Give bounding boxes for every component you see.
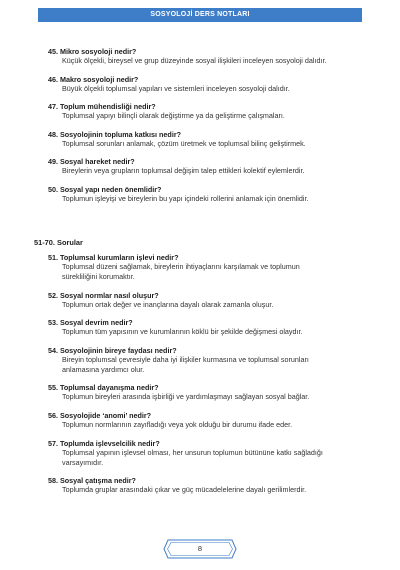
question-number: 47. <box>48 102 58 112</box>
question-number: 50. <box>48 184 58 194</box>
question-text: Makro sosyoloji nedir? <box>60 74 139 84</box>
answer-line: varsayımıdır. <box>62 457 104 467</box>
question-number: 54. <box>48 345 58 355</box>
question <box>48 253 373 262</box>
answer-line: Bireylerin veya grupların toplumsal değişim talep ettikleri kolektif eylemlerdir. <box>62 166 305 176</box>
question-list-45-50 <box>48 47 373 213</box>
page-header: SOSYOLOJİ DERS NOTLARI <box>38 8 362 22</box>
answer-line: Toplumda gruplar arasındaki çıkar ve güç mücadelelerine dayalı gerilimlerdir. <box>62 485 307 495</box>
question-text: Toplum mühendisliği nedir? <box>60 102 156 112</box>
answer-line: Toplumun normlarının zayıfladığı veya yok olduğu bir durumu ifade eder. <box>62 419 293 429</box>
qa-item <box>48 383 373 402</box>
qa-item <box>48 47 373 66</box>
qa-item <box>48 157 373 176</box>
answer-line: sürekliliğini korumaktır. <box>62 272 135 281</box>
question-text: Sosyal çatışma nedir? <box>60 476 136 486</box>
question-number: 55. <box>48 383 58 393</box>
question-number: 45. <box>48 47 58 56</box>
question-number: 49. <box>48 157 58 167</box>
question-text: Sosyolojinin bireye faydası nedir? <box>60 345 177 355</box>
question-number: 52. <box>48 290 58 300</box>
answer-line: Toplumsal sorunları anlamak, çözüm üretmek ve toplumsal bilinç geliştirmek. <box>62 138 306 148</box>
section-title: 51-70. Sorular <box>34 238 83 247</box>
answer-line: Küçük ölçekli, bireysel ve grup düzeyinde sosyal ilişkileri inceleyen sosyoloji dalıdır. <box>62 56 327 65</box>
question-text: Mikro sosyoloji nedir? <box>60 47 137 56</box>
question <box>48 157 373 166</box>
answer-line: Bireyin toplumsal çevresiyle daha iyi ilişkiler kurmasına ve toplumsal sorunları <box>62 354 309 364</box>
answer-line: Büyük ölçekli toplumsal yapıları ve sistemleri inceleyen sosyoloji dalıdır. <box>62 83 290 93</box>
answer-line: anlamasına yardımcı olur. <box>62 364 145 374</box>
answer-line: Toplumsal yapının işlevsel olması, her unsurun toplumun bütününe katkı sağladığı <box>62 447 323 457</box>
answer-line: Toplumun işleyişi ve bireylerin bu yapı içindeki rollerini anlamak için önemlidir. <box>62 193 309 203</box>
qa-item <box>48 102 373 121</box>
question <box>48 130 373 139</box>
question-text: Sosyal hareket nedir? <box>60 157 135 167</box>
question-number: 53. <box>48 318 58 328</box>
question <box>48 47 373 56</box>
qa-item <box>48 476 373 495</box>
question-text: Toplumda işlevselcilik nedir? <box>60 438 160 448</box>
question-text: Sosyal normlar nasıl oluşur? <box>60 290 159 300</box>
question-number: 58. <box>48 476 58 486</box>
qa-item <box>48 185 373 204</box>
question-number: 57. <box>48 438 58 448</box>
qa-item <box>48 318 373 337</box>
question-text: Sosyal devrim nedir? <box>60 318 133 328</box>
question <box>48 383 373 392</box>
answer-line: Toplumun tüm yapısının ve kurumlarının köklü bir şekilde değişmesi olaydır. <box>62 327 303 337</box>
question-number: 48. <box>48 129 58 139</box>
question-number: 46. <box>48 74 58 84</box>
qa-item <box>48 75 373 94</box>
question-text: Sosyolojide ‘anomi’ nedir? <box>60 410 152 420</box>
question-number: 56. <box>48 410 58 420</box>
question-list-51-58 <box>48 253 373 504</box>
question <box>48 318 373 327</box>
question <box>48 75 373 84</box>
question-text: Toplumsal dayanışma nedir? <box>60 383 159 393</box>
question-text: Sosyolojinin topluma katkısı nedir? <box>60 129 182 139</box>
question <box>48 291 373 300</box>
answer-line: Toplumun bireyleri arasında işbirliği ve yardımlaşmayı sağlayan sosyal bağlar. <box>62 392 310 402</box>
question-text: Toplumsal kurumların işlevi nedir? <box>60 253 179 262</box>
question <box>48 411 373 420</box>
question <box>48 439 373 448</box>
question <box>48 346 373 355</box>
qa-item <box>48 411 373 430</box>
qa-item <box>48 291 373 310</box>
question-text: Sosyal yapı neden önemlidir? <box>60 184 162 194</box>
qa-item <box>48 346 373 375</box>
answer-line: Toplumsal yapıyı bilinçli olarak değiştirme ya da geliştirme çalışmaları. <box>62 111 285 121</box>
question <box>48 476 373 485</box>
page-number: 8 <box>197 544 203 553</box>
page-number-box <box>162 538 238 560</box>
qa-item <box>48 130 373 149</box>
qa-item <box>48 253 373 282</box>
answer-line: Toplumsal düzeni sağlamak, bireylerin ihtiyaçlarını karşılamak ve toplumun <box>62 262 300 271</box>
question <box>48 185 373 194</box>
qa-item <box>48 439 373 468</box>
question-number: 51. <box>48 253 58 262</box>
answer-line: Toplumun ortak değer ve inançlarına dayalı olarak zamanla oluşur. <box>62 299 274 309</box>
question <box>48 102 373 111</box>
